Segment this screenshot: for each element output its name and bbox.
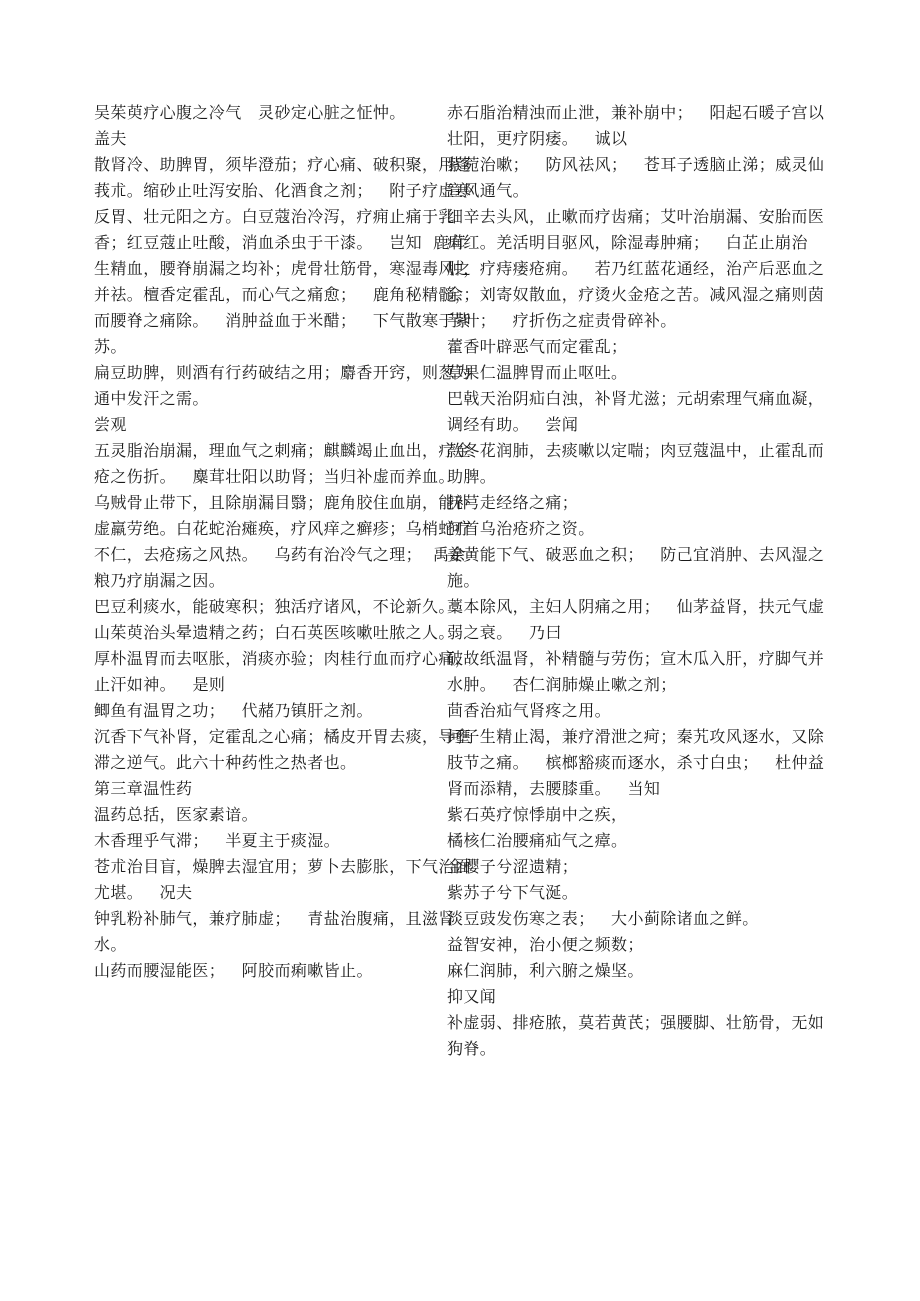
text-paragraph: 山药而腰湿能医； 阿胶而痢嗽皆止。 xyxy=(94,961,373,980)
text-paragraph: 乌贼骨止带下，且除崩漏目翳；鹿角胶住血崩，能补虚羸劳绝。白花蛇治瘫痪，疗风痒之癣疹；乌梢蛇疗不仁，去疮疡之风热。 乌药有治冷气之理； 禹余粮乃疗崩漏之因。 xyxy=(94,493,472,590)
text-paragraph: 益智安神，治小便之频数； xyxy=(447,935,644,954)
text-paragraph: 橘核仁治腰痛疝气之瘴。 xyxy=(447,831,628,850)
text-paragraph: 苍朮治目盲，燥脾去湿宜用；萝卜去膨胀，下气治面尤堪。 况夫 xyxy=(94,857,472,902)
text-paragraph: 抑又闻 xyxy=(447,987,497,1006)
text-paragraph: 吴茱萸疗心腹之冷气 灵砂定心脏之怔忡。 xyxy=(94,103,406,122)
text-paragraph: 藿香叶辟恶气而定霍乱； xyxy=(447,337,628,356)
text-paragraph: 赤石脂治精浊而止泄，兼补崩中； 阳起石暖子宫以壮阳，更疗阴痿。 诚以 xyxy=(447,103,825,148)
text-paragraph: 巴豆利痰水，能破寒积；独活疗诸风，不论新久。 xyxy=(94,597,455,616)
text-paragraph: 麻仁润肺，利六腑之燥坚。 xyxy=(447,961,644,980)
text-paragraph: 第三章温性药 xyxy=(94,779,193,798)
text-paragraph: 淡豆豉发伤寒之表； 大小蓟除诸血之鲜。 xyxy=(447,909,759,928)
text-paragraph: 山茱萸治头晕遗精之药；白石英医咳嗽吐脓之人。 xyxy=(94,623,455,642)
text-paragraph: 草果仁温脾胃而止呕吐。 xyxy=(447,363,628,382)
text-paragraph: 破故纸温肾，补精髓与劳伤；宣木瓜入肝，疗脚气并水肿。 杏仁润肺燥止嗽之剂； xyxy=(447,649,825,694)
text-paragraph: 五灵脂治崩漏，理血气之刺痛；麒麟竭止血出，疗金疮之伤折。 麋茸壮阳以助肾；当归补虚而养血。 xyxy=(94,441,472,486)
text-paragraph: 沉香下气补肾，定霍乱之心痛；橘皮开胃去痰，导壅滞之逆气。此六十种药性之热者也。 xyxy=(94,727,472,772)
text-paragraph: 姜黄能下气、破恶血之积； 防己宜消肿、去风湿之施。 xyxy=(447,545,825,590)
text-paragraph: 藁本除风，主妇人阴痛之用； 仙茅益肾，扶元气虚弱之衰。 乃曰 xyxy=(447,597,825,642)
left-column xyxy=(94,100,474,984)
text-paragraph: 补虚弱、排疮脓，莫若黄芪；强腰脚、壮筋骨，无如狗脊。 xyxy=(447,1013,825,1058)
text-paragraph: 温药总括，医家素谙。 xyxy=(94,805,259,824)
text-paragraph: 茴香治疝气肾疼之用。 xyxy=(447,701,612,720)
text-paragraph: 盖夫 xyxy=(94,129,127,148)
text-paragraph: 款冬花润肺，去痰嗽以定喘；肉豆蔻温中，止霍乱而助脾。 xyxy=(447,441,825,486)
text-paragraph: 尝观 xyxy=(94,415,127,434)
text-paragraph: 细辛去头风，止嗽而疗齿痛；艾叶治崩漏、安胎而医痢红。羌活明目驱风，除湿毒肿痛； 白芷止崩治肿，疗痔瘘疮痈。 若乃红蓝花通经，治产后恶血之余；刘寄奴散血，疗烫火金疮之苦。减风湿之痛则茵芋叶； 疗折伤之症责骨碎补。 xyxy=(447,207,825,330)
text-paragraph: 厚朴温胃而去呕胀，消痰亦验；肉桂行血而疗心痛，止汗如神。 是则 xyxy=(94,649,472,694)
text-paragraph: 巴戟天治阴疝白浊，补肾尤滋；元胡索理气痛血凝，调经有助。 尝闻 xyxy=(447,389,825,434)
text-paragraph: 紫石英疗惊悸崩中之疾， xyxy=(447,805,628,824)
text-paragraph: 何首乌治疮疥之资。 xyxy=(447,519,595,538)
text-paragraph: 紫苏子兮下气涎。 xyxy=(447,883,579,902)
text-paragraph: 扁豆助脾，则酒有行药破结之用；麝香开窍，则葱为通中发汗之需。 xyxy=(94,363,472,408)
text-paragraph: 紫菀治嗽； 防风祛风； 苍耳子透脑止涕；威灵仙宣风通气。 xyxy=(447,155,825,200)
text-paragraph: 诃子生精止渴，兼疗滑泄之疴；秦艽攻风逐水，又除肢节之痛。 槟榔豁痰而逐水，杀寸白虫； 杜仲益肾而添精，去腰膝重。 当知 xyxy=(447,727,825,798)
text-paragraph: 金樱子兮涩遗精； xyxy=(447,857,579,876)
text-paragraph: 抚芎走经络之痛； xyxy=(447,493,579,512)
text-paragraph: 鲫鱼有温胃之功； 代赭乃镇肝之剂。 xyxy=(94,701,373,720)
text-paragraph: 木香理乎气滞； 半夏主于痰湿。 xyxy=(94,831,341,850)
text-paragraph: 散肾冷、助脾胃，须毕澄茄；疗心痛、破积聚，用蓬莪朮。缩砂止吐泻安胎、化酒食之剂； 附子疗虚寒反胃、壮元阳之方。白豆蔻治冷泻，疗痈止痛于乳香；红豆蔻止吐酸，消血杀虫于干漆。 岂知 鹿茸生精血，腰脊崩漏之均补；虎骨壮筋骨，寒湿毒风之并祛。檀香定霍乱，而心气之痛愈； 鹿角秘精髓，而腰脊之痛除。 消肿益血于米醋； 下气散寒于紫苏。 xyxy=(94,155,472,356)
text-paragraph: 钟乳粉补肺气，兼疗肺虚； 青盐治腹痛，且滋肾水。 xyxy=(94,909,455,954)
right-column xyxy=(447,100,827,1062)
